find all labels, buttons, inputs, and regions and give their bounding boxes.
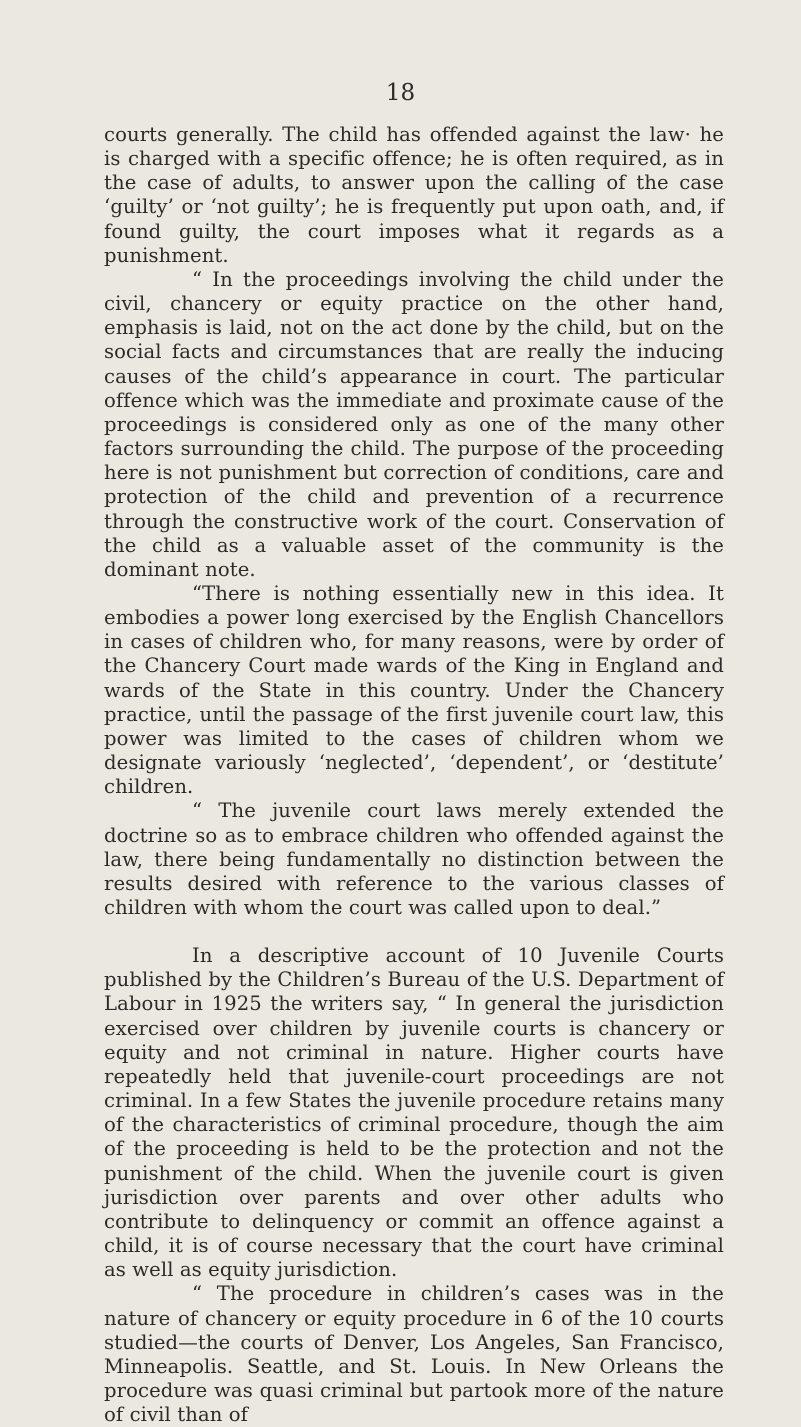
paragraph-quote-nothing-new: “There is nothing essentially new in this idea. It embodies a power long exercised by the English Chancellors in cases of children who, for many reasons, were by order of the Chancery Court made wards of the King in England and wards of the State in this country. Under the Chancery practice, until the passage of the first juvenile court law, this power was limited to the cases of children whom we designate variously ‘neglected’, ‘dependent’, or ‘destitute’ children. xyxy=(104,581,724,799)
paragraph-quote-civil-chancery: “ In the proceedings involving the child under the civil, chancery or equity practice on the other hand, emphasis is laid, not on the act done by the child, but on the social facts and circumstances that are really the inducing causes of the child’s appearance in court. The particular offence which was the immediate and proximate cause of the proceedings is considered only as one of the many other factors surrounding the child. The purpose of the proceeding here is not punishment but correction of conditions, care and protection of the child and prevention of a recurrence through the constructive work of the court. Conservation of the child as a valuable asset of the community is the dominant note. xyxy=(104,267,724,581)
paragraph-quote-juvenile-laws: “ The juvenile court laws merely extended the doctrine so as to embrace children who offended against the law, there being fundamentally no distinction between the results desired with reference to the various classes of children with whom the court was called upon to deal.” xyxy=(104,799,724,919)
page-number: 18 xyxy=(385,80,416,106)
paragraph-childrens-bureau: In a descriptive account of 10 Juvenile Courts published by the Children’s Bureau of the U.S. Department of Labour in 1925 the writers say, “ In general the jurisdiction exercised over children by juvenile courts is chancery or equity and not criminal in nature. Higher courts have repeatedly held that juvenile-court proceedings are not criminal. In a few States the juvenile procedure retains many of the characteristics of criminal procedure, though the aim of the proceeding is held to be the protection and not the punishment of the child. When the juvenile court is given jurisdiction over parents and over other adults who contribute to delinquency or commit an offence against a child, it is of course necessary that the court have criminal as well as equity jurisdiction. xyxy=(104,944,724,1282)
body-text xyxy=(104,123,724,1427)
paragraph-quote-procedure: “ The procedure in children’s cases was in the nature of chancery or equity procedure in 6 of the 10 courts studied—the courts of Denver, Los Angeles, San Francisco, Minneapolis. Seattle, and St. Louis. In New Orleans the procedure was quasi criminal but partook more of the nature of civil than of xyxy=(104,1282,724,1427)
paragraph-continuation: courts generally. The child has offended against the law· he is charged with a specific offence; he is often required, as in the case of adults, to answer upon the calling of the case ‘guilty’ or ‘not guilty’; he is frequently put upon oath, and, if found guilty, the court imposes what it regards as a punishment. xyxy=(104,123,724,267)
